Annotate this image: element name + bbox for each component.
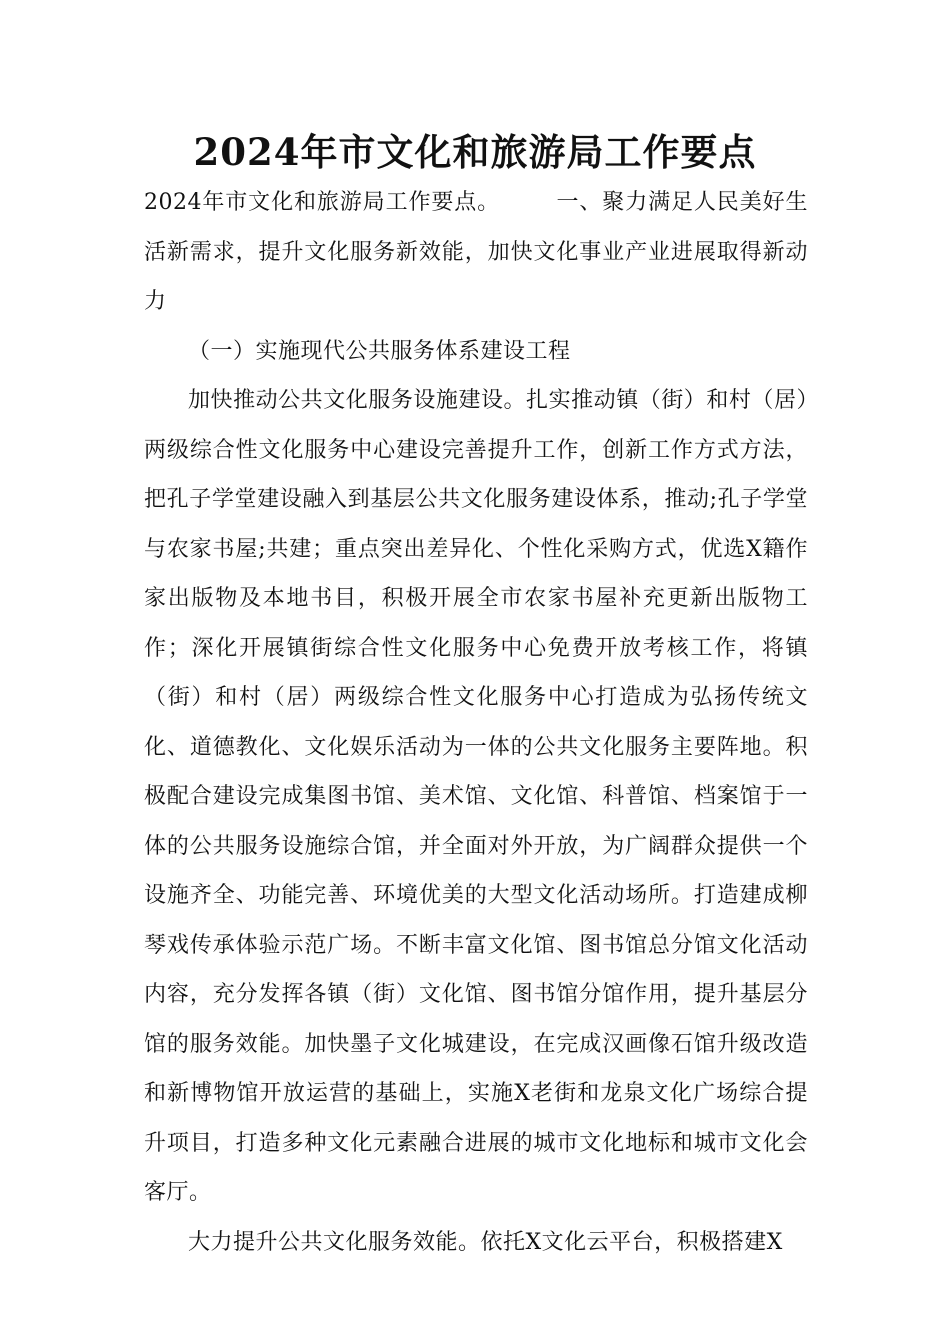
intro-paragraph <box>144 178 808 327</box>
intro-heading: 一、聚力满足人民美好生活新需求，提升文化服务新效能，加快文化事业产业进展取得新动力 <box>144 190 808 314</box>
body-paragraph-1: 加快推动公共文化服务设施建设。扎实推动镇（街）和村（居）两级综合性文化服务中心建设完善提升工作，创新工作方式方法，把孔子学堂建设融入到基层公共文化服务建设体系，推动;孔子学堂与农家书屋;共建；重点突出差异化、个性化采购方式，优选X籍作家出版物及本地书目，积极开展全市农家书屋补充更新出版物工作；深化开展镇街综合性文化服务中心免费开放考核工作，将镇（街）和村（居）两级综合性文化服务中心打造成为弘扬传统文化、道德教化、文化娱乐活动为一体的公共文化服务主要阵地。积极配合建设完成集图书馆、美术馆、文化馆、科普馆、档案馆于一体的公共服务设施综合馆，并全面对外开放，为广阔群众提供一个设施齐全、功能完善、环境优美的大型文化活动场所。打造建成柳琴戏传承体验示范广场。不断丰富文化馆、图书馆总分馆文化活动内容，充分发挥各镇（街）文化馆、图书馆分馆作用，提升基层分馆的服务效能。加快墨子文化城建设，在完成汉画像石馆升级改造和新博物馆开放运营的基础上，实施X老街和龙泉文化广场综合提升项目，打造多种文化元素融合进展的城市文化地标和城市文化会客厅。 <box>144 388 808 1205</box>
body-paragraph-2: 大力提升公共文化服务效能。依托X文化云平台，积极搭建X <box>188 1229 783 1255</box>
document-body <box>144 178 808 1267</box>
intro-summary: 2024年市文化和旅游局工作要点。 <box>144 190 501 215</box>
section-heading: （一）实施现代公共服务体系建设工程 <box>188 338 571 364</box>
document-title: 2024年市文化和旅游局工作要点 <box>193 130 757 174</box>
